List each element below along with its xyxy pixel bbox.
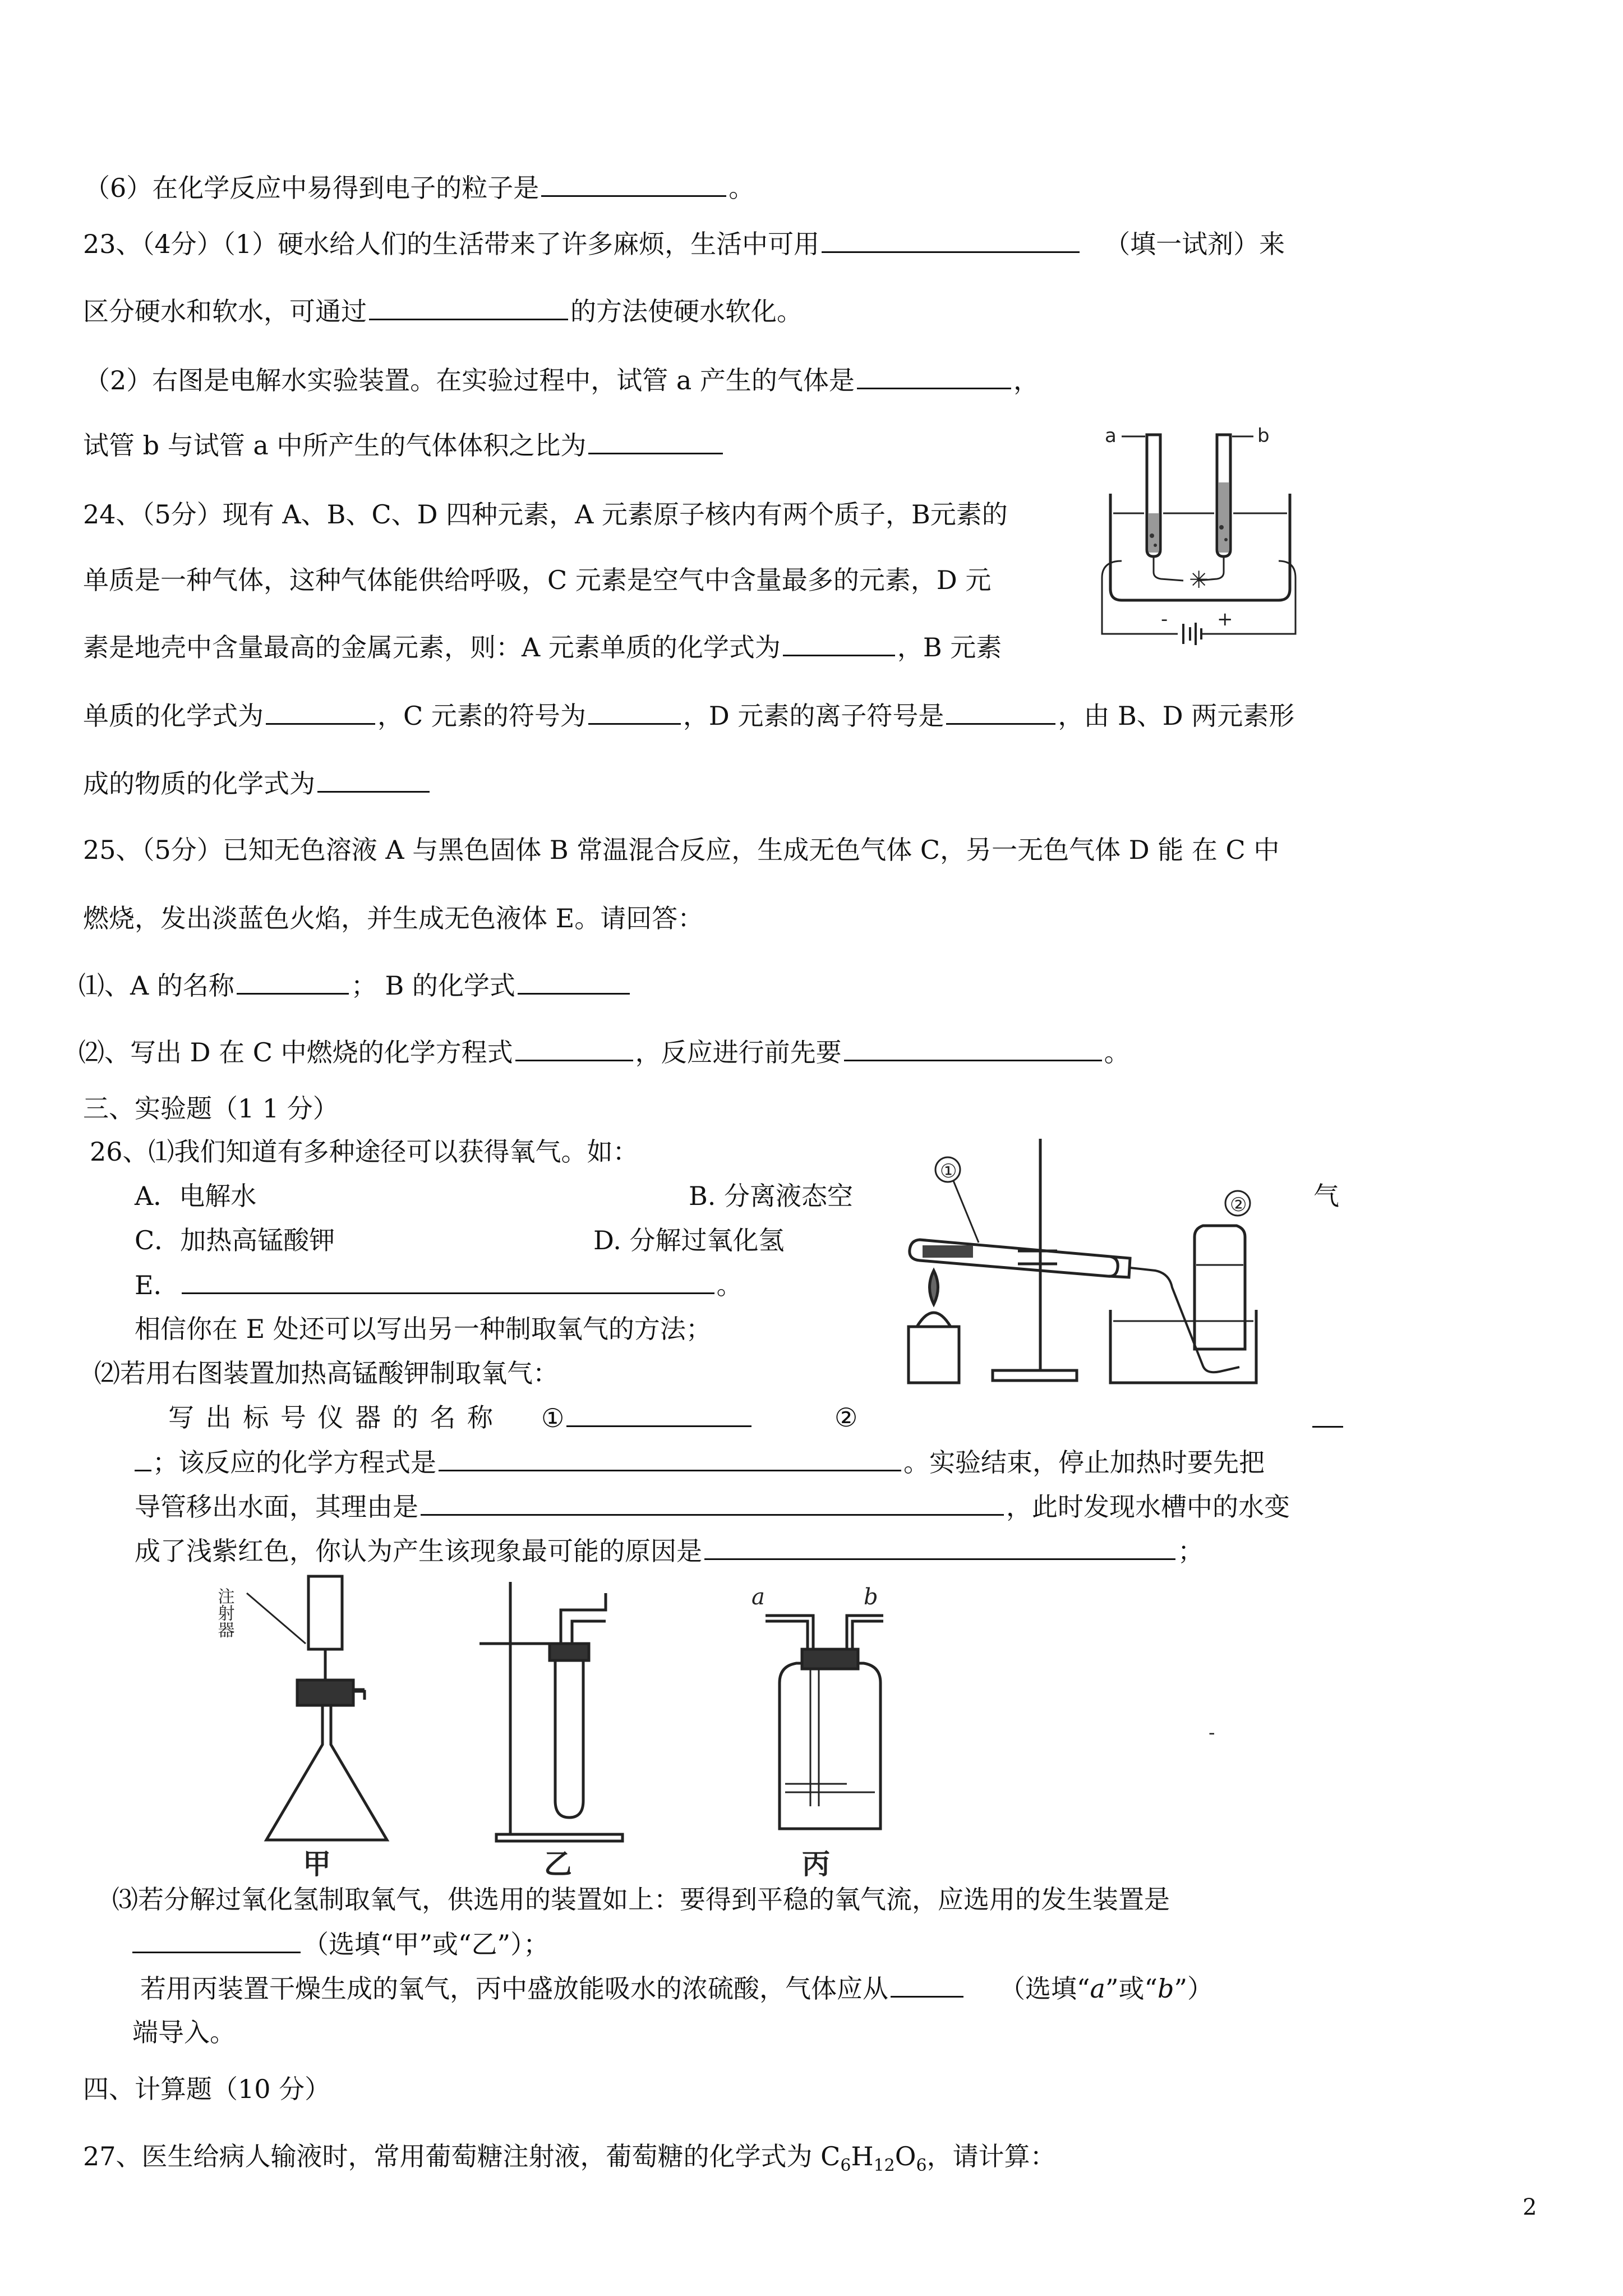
answer-blank[interactable] xyxy=(421,1489,1004,1516)
answer-blank[interactable] xyxy=(566,1401,751,1427)
section-3-heading: 三、实验题（1 1 分） xyxy=(83,1093,339,1124)
answer-blank[interactable] xyxy=(946,698,1055,725)
q26-option-b: B. 分离液态空 xyxy=(689,1181,854,1211)
answer-blank[interactable] xyxy=(704,1534,1175,1560)
electrolysis-label-b: b xyxy=(1257,425,1270,447)
q23-line3: （2）右图是电解水实验装置。在实验过程中，试管 a 产生的气体是 ， xyxy=(84,363,1039,397)
answer-blank[interactable] xyxy=(844,1035,1102,1061)
stray-dash: - xyxy=(1209,1722,1215,1744)
q26-p2-line1-blank1: ① xyxy=(541,1401,754,1435)
answer-blank[interactable] xyxy=(266,698,375,725)
answer-blank[interactable] xyxy=(541,171,726,197)
electrolysis-apparatus-figure xyxy=(1099,415,1312,651)
q27-line: 27、医生给病人输液时，常用葡萄糖注射液，葡萄糖的化学式为 $C_6H_{12}O_6$，请计算： xyxy=(83,2141,1056,2175)
q26-option-a: A．电解水 xyxy=(135,1181,257,1211)
section-4-heading: 四、计算题（10 分） xyxy=(83,2074,331,2104)
q22-6-line: （6）在化学反应中易得到电子的粒子是 。 xyxy=(84,171,754,205)
device-bing-label: 丙 xyxy=(802,1847,830,1880)
answer-blank[interactable] xyxy=(518,968,630,995)
q26-p2-line2: ；该反应的化学方程式是 。实验结束，停止加热时要先把 xyxy=(153,1445,1265,1479)
answer-blank[interactable] xyxy=(439,1445,901,1471)
q26-p3-line3: 若用丙装置干燥生成的氧气，丙中盛放能吸水的浓硫酸，气体应从 （选填“a”或“b”） xyxy=(140,1971,1213,2005)
answer-blank[interactable] xyxy=(182,1268,714,1294)
q26-p2-line1-blank2: ② xyxy=(834,1402,858,1433)
electrolysis-label-a: a xyxy=(1105,425,1117,447)
q25-line1: 25、（5分）已知无色溶液 A 与黑色固体 B 常温混合反应，生成无色气体 C，另一无色气体 D 能 在 C 中 xyxy=(83,835,1280,865)
answer-blank[interactable] xyxy=(515,1035,633,1061)
device-bing-a: a xyxy=(751,1584,765,1610)
q26-p2-line3: 导管移出水面，其理由是 ，此时发现水槽中的水变 xyxy=(135,1489,1290,1524)
q26-p3-line2: （选填“甲”或“乙”）； xyxy=(132,1927,549,1961)
q26-option-d: D. 分解过氧化氢 xyxy=(593,1225,785,1255)
q25-line2: 燃烧，发出淡蓝色火焰，并生成无色液体 E。请回答： xyxy=(83,903,704,933)
answer-blank[interactable] xyxy=(369,294,568,320)
q26-option-b-tail: 气 xyxy=(1313,1181,1339,1211)
answer-blank[interactable] xyxy=(237,968,349,995)
q22-6-text: （6）在化学反应中易得到电子的粒子是 xyxy=(84,173,540,203)
syringe-label: 注射器 xyxy=(214,1588,234,1638)
q24-line1: 24、（5分）现有 A、B、C、D 四种元素，A 元素原子核内有两个质子，B元素的 xyxy=(83,499,1008,530)
device-bing xyxy=(766,1616,883,1829)
q26-option-c: C．加热高锰酸钾 xyxy=(135,1225,335,1255)
q26-p3-line1: ⑶若分解过氧化氢制取氧气，供选用的装置如上：要得到平稳的氧气流，应选用的发生装置是 xyxy=(112,1884,1170,1915)
answer-blank[interactable] xyxy=(857,363,1011,389)
answer-blank-continued-start[interactable] xyxy=(135,1445,151,1471)
q25-line3: ⑴、A 的名称 ； B 的化学式 xyxy=(79,968,632,1002)
q26-part2-heading: ⑵若用右图装置加热高锰酸钾制取氧气： xyxy=(94,1358,559,1388)
q26-believe-line: 相信你在 E 处还可以写出另一种制取氧气的方法； xyxy=(135,1314,712,1344)
page-number: 2 xyxy=(1523,2194,1537,2220)
q26-p2-line4: 成了浅紫红色，你认为产生该现象最可能的原因是 ； xyxy=(135,1534,1204,1568)
q26-p2-line1: 写 出 标 号 仪 器 的 名 称 xyxy=(168,1402,493,1433)
q24-line3: 素是地壳中含量最高的金属元素，则：A 元素单质的化学式为 ，B 元素 xyxy=(83,630,1002,664)
q26-option-e: E． 。 xyxy=(135,1268,743,1302)
q26-line1: 26、⑴我们知道有多种途径可以获得氧气。如： xyxy=(90,1137,639,1167)
q23-line4: 试管 b 与试管 a 中所产生的气体体积之比为 xyxy=(83,428,725,462)
answer-blank[interactable] xyxy=(317,766,430,793)
answer-blank[interactable] xyxy=(783,630,895,656)
battery-minus: - xyxy=(1161,608,1168,631)
generator-devices-figure xyxy=(214,1571,1284,1885)
q24-line2: 单质是一种气体，这种气体能供给呼吸，C 元素是空气中含量最多的元素，D 元 xyxy=(83,565,992,595)
device-yi xyxy=(479,1582,623,1841)
answer-blank[interactable] xyxy=(588,428,723,454)
device-yi-label: 乙 xyxy=(544,1847,572,1880)
answer-blank[interactable] xyxy=(132,1927,301,1953)
answer-blank[interactable] xyxy=(588,698,681,725)
q25-line4: ⑵、写出 D 在 C 中燃烧的化学方程式 ，反应进行前先要 。 xyxy=(79,1035,1130,1069)
q23-line2: 区分硬水和软水，可通过 的方法使硬水软化。 xyxy=(83,294,803,328)
q24-line5: 成的物质的化学式为 xyxy=(83,766,432,800)
answer-blank[interactable] xyxy=(822,227,1080,253)
device-bing-b: b xyxy=(864,1584,878,1610)
device-jia-label: 甲 xyxy=(303,1847,331,1880)
svg-text:✳: ✳ xyxy=(1189,566,1209,593)
q24-line4: 单质的化学式为 ，C 元素的符号为 ，D 元素的离子符号是 ，由 B、D 两元素形 xyxy=(83,698,1294,733)
q23-line1: 23、（4分）（1）硬水给人们的生活带来了许多麻烦，生活中可用 （填一试剂）来 xyxy=(83,227,1285,261)
kmno4-label-2: ② xyxy=(1230,1194,1247,1216)
kmno4-label-1: ① xyxy=(940,1160,957,1182)
battery-plus: + xyxy=(1217,608,1233,631)
q26-p3-line4: 端导入。 xyxy=(132,2017,236,2047)
answer-blank-continued[interactable] xyxy=(1312,1401,1343,1428)
kmno4-apparatus-figure xyxy=(889,1136,1281,1394)
device-jia xyxy=(247,1576,387,1840)
answer-blank[interactable] xyxy=(891,1971,963,1998)
